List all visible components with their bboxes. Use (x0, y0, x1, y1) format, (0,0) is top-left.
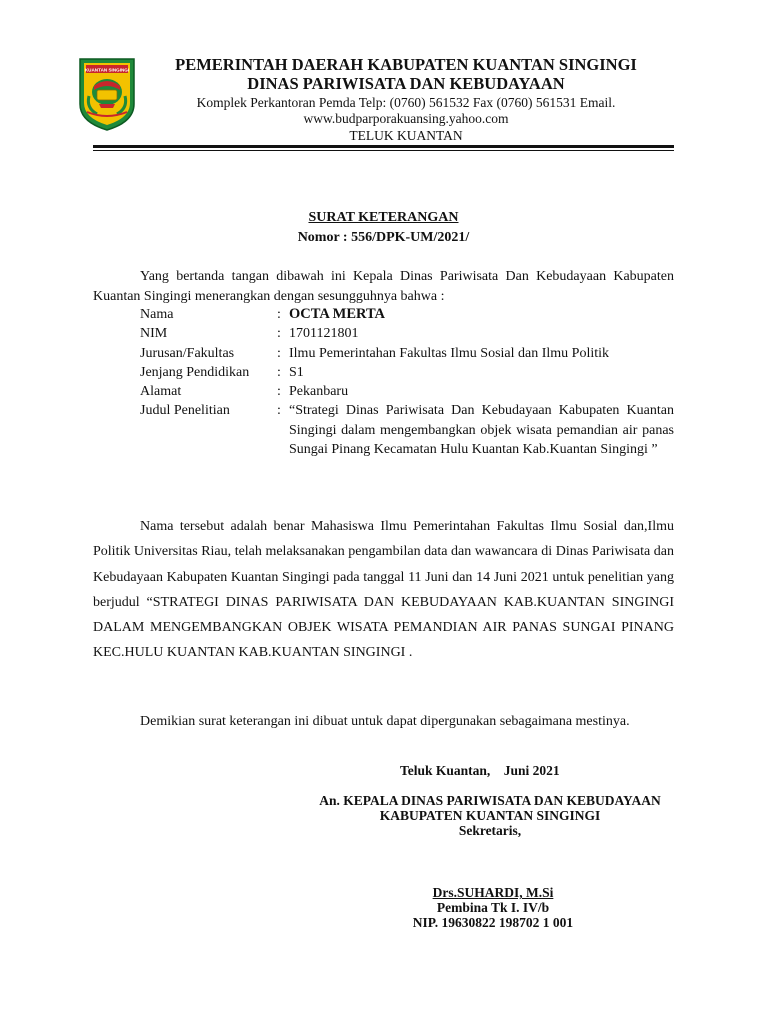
field-row-nim (140, 324, 674, 343)
field-colon: : (277, 403, 281, 419)
letterhead-rule-thick (93, 145, 674, 148)
field-row-jenjang (140, 363, 674, 382)
body-paragraph: Nama tersebut adalah benar Mahasiswa Ilmu Pemerintahan Fakultas Ilmu Sosial dan,Ilmu Politik Universitas Riau, telah melaksanakan pengambilan data dan wawancara di Dinas Pariwisata dan Kebudayaan Kabupaten Kuantan Singingi pada tanggal 11 Juni dan 14 Juni 2021 untuk penelitian yang berjudul “STRATEGI DINAS PARIWISATA DAN KEBUDAYAAN KAB.KUANTAN SINGINGI DALAM MENGEMBANGKAN OBJEK WISATA PEMANDIAN AIR PANAS SUNGAI PINANG KEC.HULU KUANTAN KAB.KUANTAN SINGINGI . (93, 519, 674, 661)
signatory-role: Sekretaris, (458, 823, 522, 838)
intro-paragraph: Yang bertanda tangan dibawah ini Kepala Dinas Pariwisata Dan Kebudayaan Kabupaten Kuantan Singingi menerangkan dengan sesungguhnya bahwa : (93, 269, 674, 304)
field-value-alamat: Pekanbaru (289, 384, 349, 400)
document-number: Nomor : 556/DPK-UM/2021/ (297, 230, 470, 245)
field-row-alamat (140, 382, 674, 401)
field-label: Alamat (140, 384, 182, 400)
field-label: Jurusan/Fakultas (140, 345, 235, 361)
field-colon: : (277, 345, 281, 361)
field-value-jenjang: S1 (289, 364, 304, 380)
field-label: Jenjang Pendidikan (140, 364, 250, 380)
signatory-office: An. KEPALA DINAS PARIWISATA DAN KEBUDAYAAN (319, 793, 661, 808)
letterhead-address: Komplek Perkantoran Pemda Telp: (0760) 561532 Fax (0760) 561531 Email. (196, 95, 616, 110)
field-value-nim: 1701121801 (289, 326, 359, 342)
signatory-rank: Pembina Tk I. IV/b (436, 900, 550, 915)
letterhead-agency: DINAS PARIWISATA DAN KEBUDAYAAN (247, 74, 565, 93)
field-row-nama (140, 305, 674, 324)
letterhead-website: www.budparporakuansing.yahoo.com (303, 111, 509, 126)
field-colon: : (277, 307, 281, 322)
letterhead-government: PEMERINTAH DAERAH KABUPATEN KUANTAN SINGINGI (175, 55, 637, 74)
field-colon: : (277, 384, 281, 400)
regency-logo (77, 56, 137, 132)
letterhead-rule-thin (93, 150, 674, 151)
field-value-judul: “Strategi Dinas Pariwisata Dan Kebudayaan Kabupaten Kuantan Singingi dalam mengembangkan objek wisata pemandian air panas Sungai Pinang Kecamatan Hulu Kuantan Kab.Kuantan Singingi ” (289, 403, 674, 458)
field-colon: : (277, 326, 281, 342)
field-row-jurusan (140, 344, 674, 363)
field-label: Nama (140, 307, 174, 322)
student-details (140, 305, 674, 459)
field-label: Judul Penelitian (140, 403, 230, 419)
place-date: Teluk Kuantan, Juni 2021 (400, 763, 560, 778)
field-colon: : (277, 364, 281, 380)
signatory-nip: NIP. 19630822 198702 1 001 (412, 915, 574, 930)
field-label: NIM (140, 326, 168, 342)
closing-paragraph: Demikian surat keterangan ini dibuat untuk dapat dipergunakan sebagaimana mestinya. (140, 714, 630, 729)
signatory-regency: KABUPATEN KUANTAN SINGINGI (379, 808, 601, 823)
field-row-judul (140, 401, 674, 459)
document-title-wrap (93, 209, 674, 227)
field-value-nama: OCTA MERTA (289, 306, 386, 322)
field-value-jurusan: Ilmu Pemerintahan Fakultas Ilmu Sosial dan Ilmu Politik (289, 345, 610, 361)
document-title: SURAT KETERANGAN (308, 210, 459, 225)
letterhead-city: TELUK KUANTAN (349, 128, 463, 143)
signatory-name: Drs.SUHARDI, M.Si (432, 885, 554, 900)
logo-text: KUANTAN SINGINGI (84, 67, 130, 73)
